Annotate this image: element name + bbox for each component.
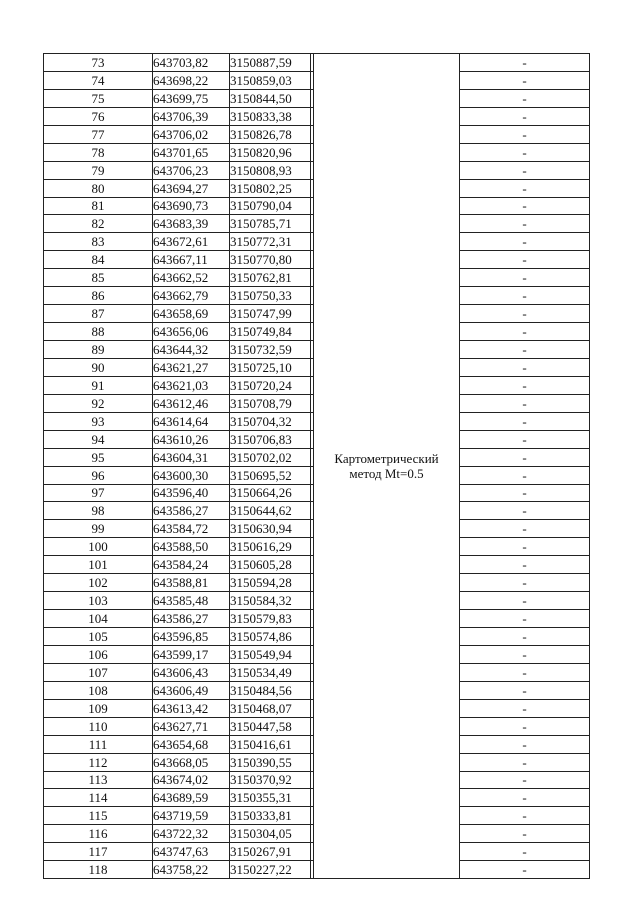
value-cell: -	[460, 269, 590, 287]
point-number-cell: 82	[44, 215, 153, 233]
value-cell: -	[460, 448, 590, 466]
value-cell: -	[460, 699, 590, 717]
spacer-cell	[311, 717, 314, 735]
point-number-cell: 106	[44, 645, 153, 663]
point-number-cell: 95	[44, 448, 153, 466]
y-coordinate-cell: 3150826,78	[230, 125, 311, 143]
value-cell: -	[460, 233, 590, 251]
spacer-cell	[311, 592, 314, 610]
point-number-cell: 118	[44, 861, 153, 879]
point-number-cell: 97	[44, 484, 153, 502]
y-coordinate-cell: 3150695,52	[230, 466, 311, 484]
x-coordinate-cell: 643689,59	[153, 789, 230, 807]
spacer-cell	[311, 125, 314, 143]
y-coordinate-cell: 3150887,59	[230, 54, 311, 72]
x-coordinate-cell: 643668,05	[153, 753, 230, 771]
x-coordinate-cell: 643599,17	[153, 645, 230, 663]
y-coordinate-cell: 3150747,99	[230, 305, 311, 323]
method-label-line1: Картометрический	[334, 451, 439, 467]
method-label-line2: метод Mt=0.5	[349, 466, 424, 482]
spacer-cell	[311, 233, 314, 251]
point-number-cell: 79	[44, 161, 153, 179]
point-number-cell: 92	[44, 394, 153, 412]
point-number-cell: 104	[44, 610, 153, 628]
spacer-cell	[311, 520, 314, 538]
x-coordinate-cell: 643612,46	[153, 394, 230, 412]
x-coordinate-cell: 643627,71	[153, 717, 230, 735]
y-coordinate-cell: 3150644,62	[230, 502, 311, 520]
value-cell: -	[460, 305, 590, 323]
spacer-cell	[311, 663, 314, 681]
x-coordinate-cell: 643621,03	[153, 376, 230, 394]
x-coordinate-cell: 643690,73	[153, 197, 230, 215]
x-coordinate-cell: 643613,42	[153, 699, 230, 717]
x-coordinate-cell: 643588,50	[153, 538, 230, 556]
x-coordinate-cell: 643654,68	[153, 735, 230, 753]
y-coordinate-cell: 3150790,04	[230, 197, 311, 215]
x-coordinate-cell: 643600,30	[153, 466, 230, 484]
value-cell: -	[460, 323, 590, 341]
spacer-cell	[311, 215, 314, 233]
y-coordinate-cell: 3150630,94	[230, 520, 311, 538]
spacer-cell	[311, 753, 314, 771]
spacer-cell	[311, 341, 314, 359]
spacer-cell	[311, 197, 314, 215]
value-cell: -	[460, 71, 590, 89]
spacer-cell	[311, 484, 314, 502]
point-number-cell: 105	[44, 628, 153, 646]
spacer-cell	[311, 107, 314, 125]
y-coordinate-cell: 3150227,22	[230, 861, 311, 879]
y-coordinate-cell: 3150708,79	[230, 394, 311, 412]
point-number-cell: 91	[44, 376, 153, 394]
x-coordinate-cell: 643699,75	[153, 89, 230, 107]
y-coordinate-cell: 3150355,31	[230, 789, 311, 807]
value-cell: -	[460, 54, 590, 72]
point-number-cell: 86	[44, 287, 153, 305]
x-coordinate-cell: 643694,27	[153, 179, 230, 197]
spacer-cell	[311, 412, 314, 430]
spacer-cell	[311, 699, 314, 717]
x-coordinate-cell: 643701,65	[153, 143, 230, 161]
point-number-cell: 76	[44, 107, 153, 125]
x-coordinate-cell: 643703,82	[153, 54, 230, 72]
x-coordinate-cell: 643706,39	[153, 107, 230, 125]
value-cell: -	[460, 466, 590, 484]
value-cell: -	[460, 358, 590, 376]
x-coordinate-cell: 643586,27	[153, 502, 230, 520]
x-coordinate-cell: 643621,27	[153, 358, 230, 376]
value-cell: -	[460, 376, 590, 394]
y-coordinate-cell: 3150484,56	[230, 681, 311, 699]
value-cell: -	[460, 215, 590, 233]
value-cell: -	[460, 89, 590, 107]
y-coordinate-cell: 3150706,83	[230, 430, 311, 448]
value-cell: -	[460, 574, 590, 592]
spacer-cell	[311, 574, 314, 592]
value-cell: -	[460, 430, 590, 448]
x-coordinate-cell: 643662,79	[153, 287, 230, 305]
spacer-cell	[311, 71, 314, 89]
x-coordinate-cell: 643588,81	[153, 574, 230, 592]
x-coordinate-cell: 643706,23	[153, 161, 230, 179]
value-cell: -	[460, 179, 590, 197]
value-cell: -	[460, 717, 590, 735]
spacer-cell	[311, 789, 314, 807]
point-number-cell: 114	[44, 789, 153, 807]
value-cell: -	[460, 287, 590, 305]
y-coordinate-cell: 3150594,28	[230, 574, 311, 592]
point-number-cell: 100	[44, 538, 153, 556]
x-coordinate-cell: 643585,48	[153, 592, 230, 610]
x-coordinate-cell: 643672,61	[153, 233, 230, 251]
value-cell: -	[460, 484, 590, 502]
spacer-cell	[311, 735, 314, 753]
y-coordinate-cell: 3150574,86	[230, 628, 311, 646]
x-coordinate-cell: 643683,39	[153, 215, 230, 233]
spacer-cell	[311, 861, 314, 879]
point-number-cell: 78	[44, 143, 153, 161]
y-coordinate-cell: 3150720,24	[230, 376, 311, 394]
spacer-cell	[311, 143, 314, 161]
point-number-cell: 80	[44, 179, 153, 197]
y-coordinate-cell: 3150616,29	[230, 538, 311, 556]
x-coordinate-cell: 643604,31	[153, 448, 230, 466]
value-cell: -	[460, 807, 590, 825]
point-number-cell: 108	[44, 681, 153, 699]
y-coordinate-cell: 3150333,81	[230, 807, 311, 825]
spacer-cell	[311, 771, 314, 789]
y-coordinate-cell: 3150579,83	[230, 610, 311, 628]
y-coordinate-cell: 3150605,28	[230, 556, 311, 574]
coordinates-table	[43, 53, 590, 879]
point-number-cell: 90	[44, 358, 153, 376]
x-coordinate-cell: 643674,02	[153, 771, 230, 789]
x-coordinate-cell: 643656,06	[153, 323, 230, 341]
point-number-cell: 88	[44, 323, 153, 341]
spacer-cell	[311, 807, 314, 825]
method-cell	[314, 54, 460, 879]
y-coordinate-cell: 3150859,03	[230, 71, 311, 89]
point-number-cell: 96	[44, 466, 153, 484]
x-coordinate-cell: 643614,64	[153, 412, 230, 430]
point-number-cell: 109	[44, 699, 153, 717]
x-coordinate-cell: 643606,49	[153, 681, 230, 699]
y-coordinate-cell: 3150390,55	[230, 753, 311, 771]
spacer-cell	[311, 466, 314, 484]
y-coordinate-cell: 3150702,02	[230, 448, 311, 466]
x-coordinate-cell: 643644,32	[153, 341, 230, 359]
x-coordinate-cell: 643662,52	[153, 269, 230, 287]
x-coordinate-cell: 643658,69	[153, 305, 230, 323]
point-number-cell: 99	[44, 520, 153, 538]
y-coordinate-cell: 3150370,92	[230, 771, 311, 789]
value-cell: -	[460, 556, 590, 574]
value-cell: -	[460, 107, 590, 125]
y-coordinate-cell: 3150304,05	[230, 825, 311, 843]
y-coordinate-cell: 3150749,84	[230, 323, 311, 341]
point-number-cell: 89	[44, 341, 153, 359]
spacer-cell	[311, 358, 314, 376]
value-cell: -	[460, 753, 590, 771]
value-cell: -	[460, 645, 590, 663]
spacer-cell	[311, 538, 314, 556]
value-cell: -	[460, 825, 590, 843]
y-coordinate-cell: 3150785,71	[230, 215, 311, 233]
x-coordinate-cell: 643596,85	[153, 628, 230, 646]
value-cell: -	[460, 341, 590, 359]
value-cell: -	[460, 843, 590, 861]
point-number-cell: 81	[44, 197, 153, 215]
value-cell: -	[460, 143, 590, 161]
table-row	[44, 54, 590, 72]
y-coordinate-cell: 3150725,10	[230, 358, 311, 376]
value-cell: -	[460, 520, 590, 538]
value-cell: -	[460, 592, 590, 610]
x-coordinate-cell: 643719,59	[153, 807, 230, 825]
y-coordinate-cell: 3150704,32	[230, 412, 311, 430]
y-coordinate-cell: 3150802,25	[230, 179, 311, 197]
x-coordinate-cell: 643747,63	[153, 843, 230, 861]
value-cell: -	[460, 197, 590, 215]
spacer-cell	[311, 430, 314, 448]
point-number-cell: 111	[44, 735, 153, 753]
y-coordinate-cell: 3150750,33	[230, 287, 311, 305]
point-number-cell: 117	[44, 843, 153, 861]
y-coordinate-cell: 3150762,81	[230, 269, 311, 287]
spacer-cell	[311, 161, 314, 179]
point-number-cell: 98	[44, 502, 153, 520]
value-cell: -	[460, 412, 590, 430]
value-cell: -	[460, 628, 590, 646]
x-coordinate-cell: 643606,43	[153, 663, 230, 681]
value-cell: -	[460, 771, 590, 789]
point-number-cell: 85	[44, 269, 153, 287]
spacer-cell	[311, 645, 314, 663]
y-coordinate-cell: 3150732,59	[230, 341, 311, 359]
x-coordinate-cell: 643758,22	[153, 861, 230, 879]
x-coordinate-cell: 643596,40	[153, 484, 230, 502]
y-coordinate-cell: 3150844,50	[230, 89, 311, 107]
point-number-cell: 110	[44, 717, 153, 735]
y-coordinate-cell: 3150468,07	[230, 699, 311, 717]
point-number-cell: 116	[44, 825, 153, 843]
point-number-cell: 94	[44, 430, 153, 448]
value-cell: -	[460, 502, 590, 520]
value-cell: -	[460, 538, 590, 556]
value-cell: -	[460, 681, 590, 699]
value-cell: -	[460, 789, 590, 807]
x-coordinate-cell: 643610,26	[153, 430, 230, 448]
point-number-cell: 102	[44, 574, 153, 592]
spacer-cell	[311, 843, 314, 861]
coordinates-table-body	[44, 54, 590, 879]
point-number-cell: 84	[44, 251, 153, 269]
point-number-cell: 103	[44, 592, 153, 610]
point-number-cell: 93	[44, 412, 153, 430]
spacer-cell	[311, 179, 314, 197]
spacer-cell	[311, 394, 314, 412]
spacer-cell	[311, 556, 314, 574]
spacer-cell	[311, 825, 314, 843]
point-number-cell: 101	[44, 556, 153, 574]
point-number-cell: 87	[44, 305, 153, 323]
x-coordinate-cell: 643667,11	[153, 251, 230, 269]
x-coordinate-cell: 643584,72	[153, 520, 230, 538]
y-coordinate-cell: 3150416,61	[230, 735, 311, 753]
value-cell: -	[460, 161, 590, 179]
spacer-cell	[311, 323, 314, 341]
y-coordinate-cell: 3150584,32	[230, 592, 311, 610]
value-cell: -	[460, 735, 590, 753]
point-number-cell: 73	[44, 54, 153, 72]
value-cell: -	[460, 610, 590, 628]
x-coordinate-cell: 643698,22	[153, 71, 230, 89]
y-coordinate-cell: 3150664,26	[230, 484, 311, 502]
value-cell: -	[460, 394, 590, 412]
y-coordinate-cell: 3150833,38	[230, 107, 311, 125]
value-cell: -	[460, 663, 590, 681]
y-coordinate-cell: 3150534,49	[230, 663, 311, 681]
spacer-cell	[311, 681, 314, 699]
value-cell: -	[460, 251, 590, 269]
spacer-cell	[311, 305, 314, 323]
spacer-cell	[311, 448, 314, 466]
spacer-cell	[311, 287, 314, 305]
x-coordinate-cell: 643584,24	[153, 556, 230, 574]
point-number-cell: 107	[44, 663, 153, 681]
y-coordinate-cell: 3150549,94	[230, 645, 311, 663]
x-coordinate-cell: 643586,27	[153, 610, 230, 628]
point-number-cell: 77	[44, 125, 153, 143]
y-coordinate-cell: 3150772,31	[230, 233, 311, 251]
point-number-cell: 75	[44, 89, 153, 107]
x-coordinate-cell: 643722,32	[153, 825, 230, 843]
point-number-cell: 74	[44, 71, 153, 89]
spacer-cell	[311, 610, 314, 628]
spacer-cell	[311, 269, 314, 287]
y-coordinate-cell: 3150267,91	[230, 843, 311, 861]
point-number-cell: 83	[44, 233, 153, 251]
x-coordinate-cell: 643706,02	[153, 125, 230, 143]
spacer-cell	[311, 502, 314, 520]
point-number-cell: 115	[44, 807, 153, 825]
point-number-cell: 113	[44, 771, 153, 789]
y-coordinate-cell: 3150447,58	[230, 717, 311, 735]
value-cell: -	[460, 861, 590, 879]
y-coordinate-cell: 3150770,80	[230, 251, 311, 269]
point-number-cell: 112	[44, 753, 153, 771]
spacer-cell	[311, 376, 314, 394]
y-coordinate-cell: 3150820,96	[230, 143, 311, 161]
value-cell: -	[460, 125, 590, 143]
y-coordinate-cell: 3150808,93	[230, 161, 311, 179]
spacer-cell	[311, 628, 314, 646]
spacer-cell	[311, 89, 314, 107]
spacer-cell	[311, 251, 314, 269]
